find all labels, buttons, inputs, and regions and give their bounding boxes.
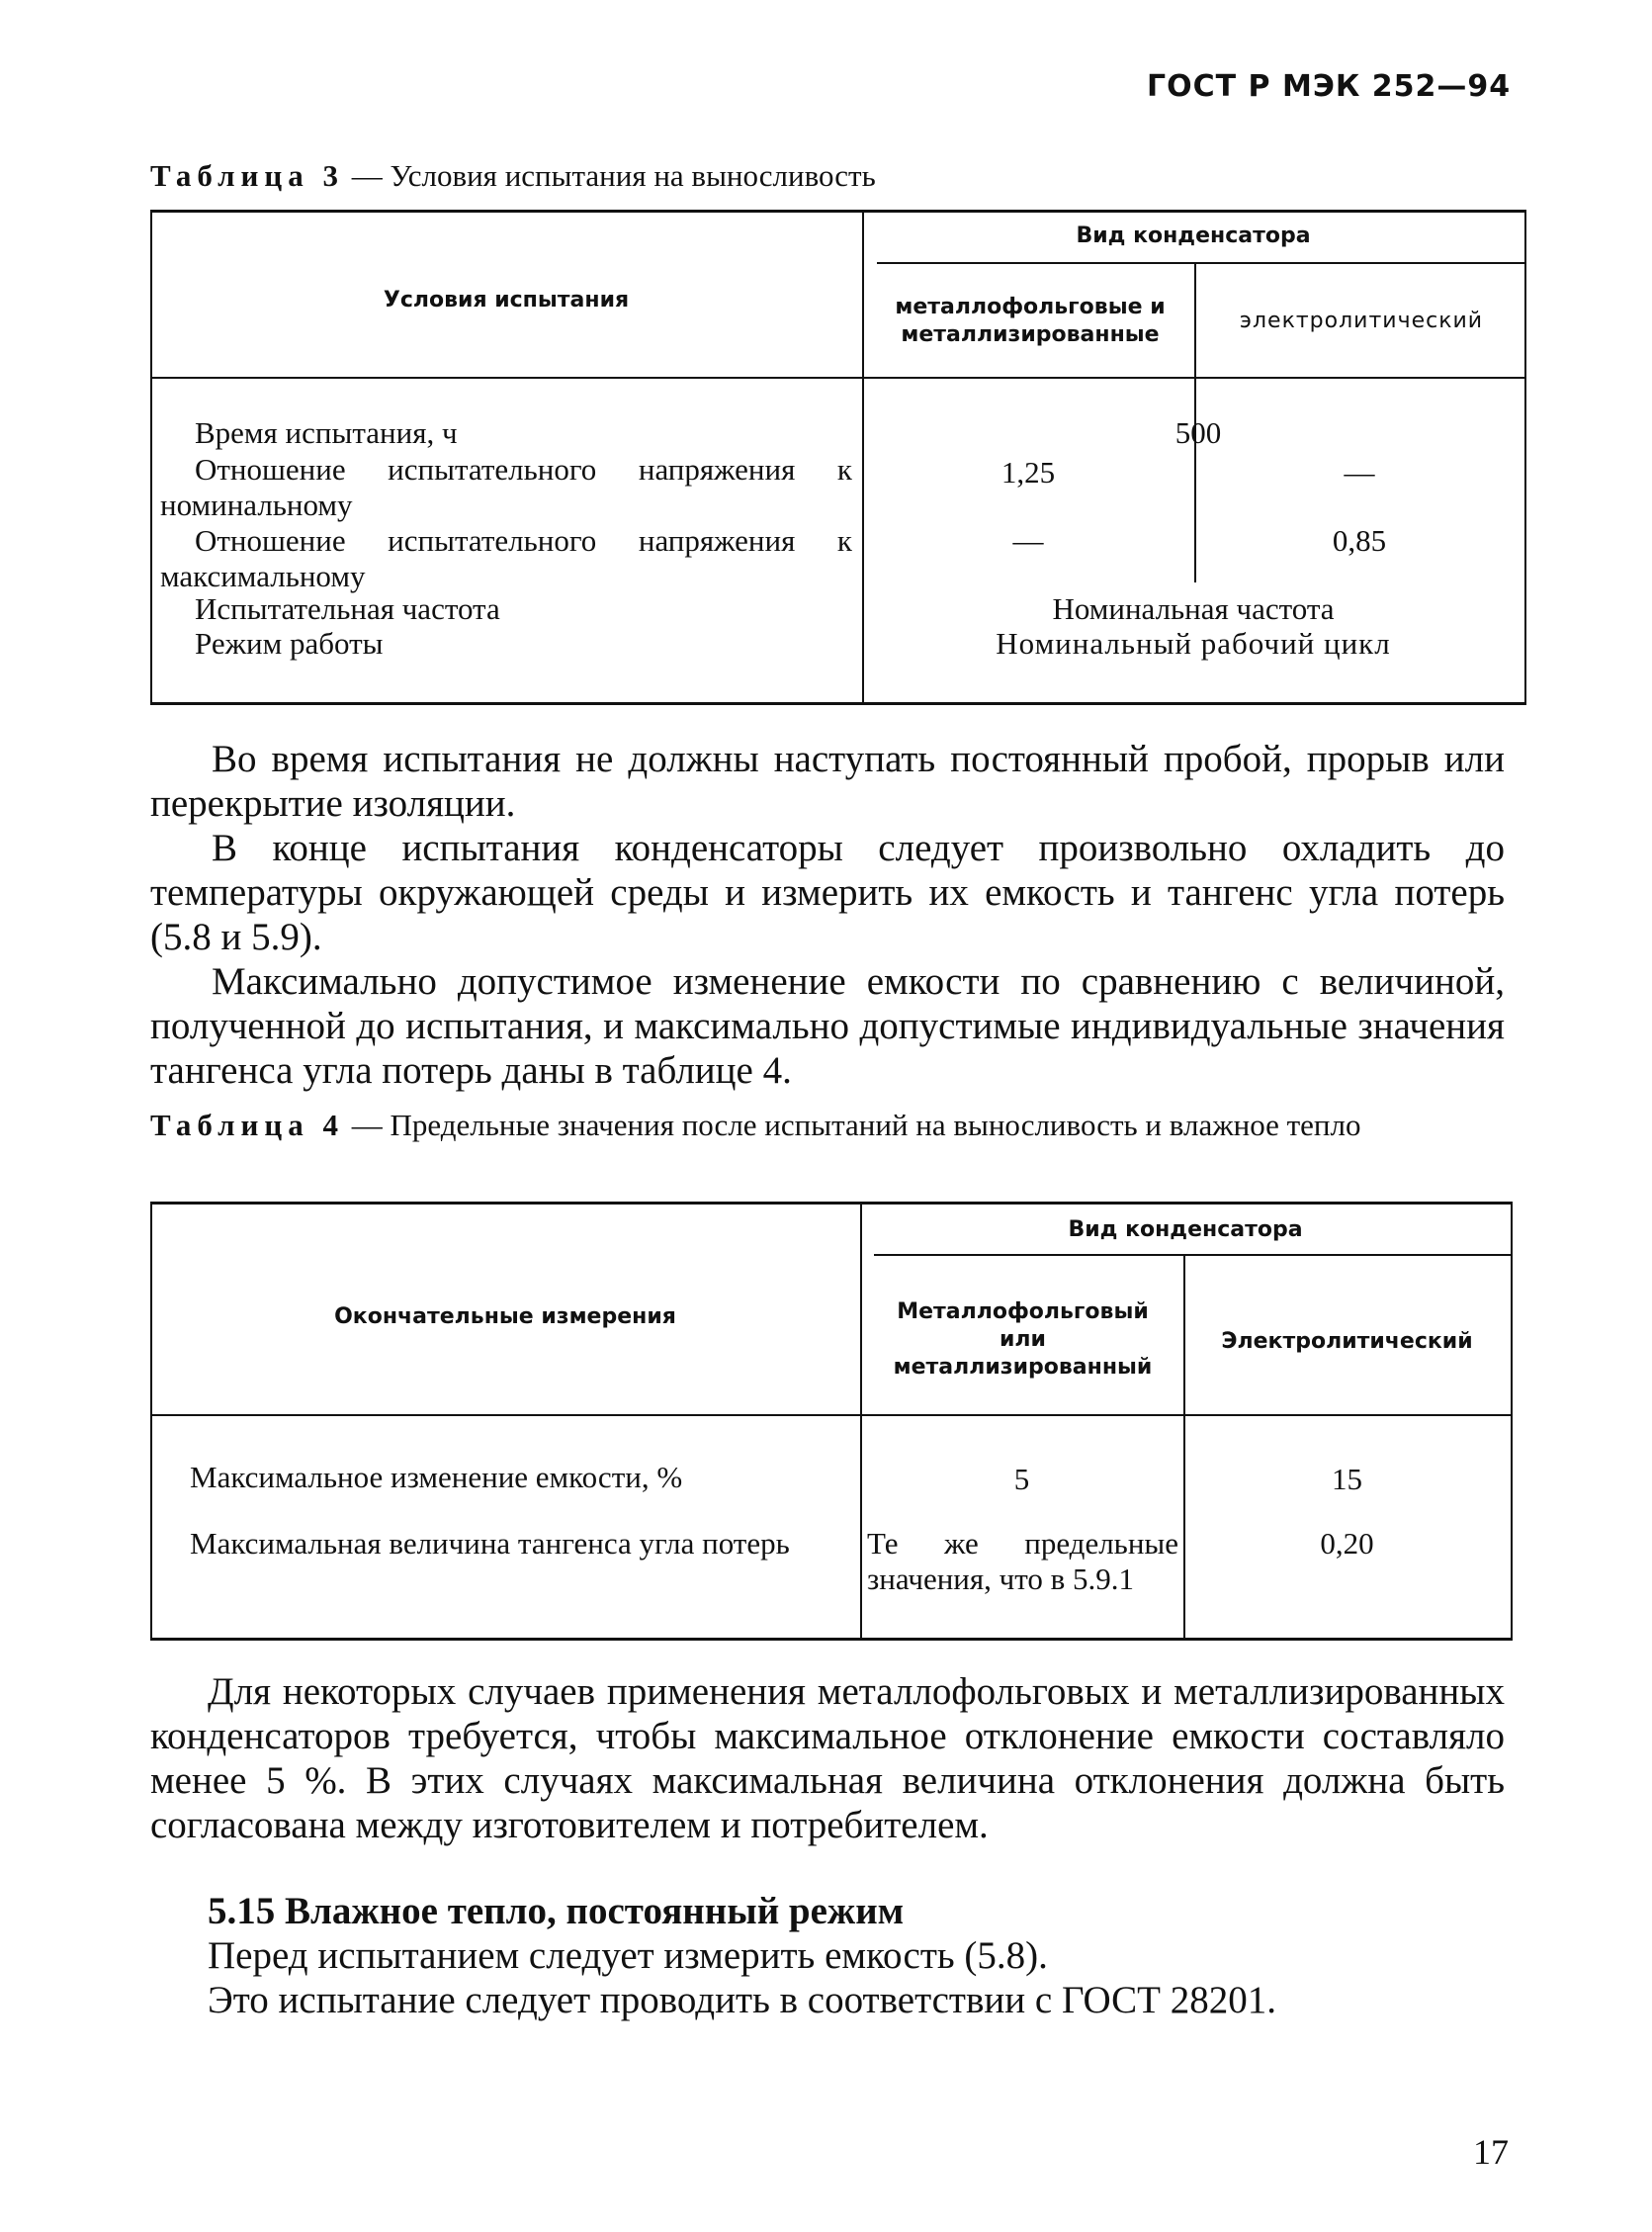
table4	[150, 1202, 1513, 1641]
table3-caption-text: — Условия испытания на выносливость	[344, 158, 876, 193]
paragraph-5: Перед испытанием следует измерить емкость (5.8).	[208, 1934, 1048, 1977]
table3-caption-label: Таблица 3	[150, 158, 344, 193]
table3-header-electro: электролитический	[1239, 309, 1484, 333]
table3-ratio-max-metal: —	[1012, 523, 1044, 558]
section-heading-5-15: 5.15 Влажное тепло, постоянный режим	[208, 1890, 905, 1932]
paragraph-3: Максимально допустимое изменение емкости по сравнению с величиной, полученной до испытания, и максимально допустимые индивидуальные значения тангенса угла потерь даны в таблице 4.	[150, 960, 1505, 1092]
table3-header-group: Вид конденсатора	[1076, 223, 1311, 248]
table3-freq-value: Номинальная частота	[1052, 591, 1335, 626]
paragraph-6: Это испытание следует проводить в соответствии с ГОСТ 28201.	[208, 1979, 1276, 2021]
table3-header-conditions: Условия испытания	[383, 288, 630, 312]
table3-ratio-nom-electro: —	[1344, 455, 1375, 490]
paragraph-4: Для некоторых случаев применения металлофольговых и металлизированных конденсаторов требуется, чтобы максимальное отклонение емкости составляло менее 5 %. В этих случаях максимальная величина отклонения должна быть согласована между изготовителем и потребителем.	[150, 1670, 1505, 1846]
table4-caption	[150, 1106, 1529, 1145]
table3-time-label: Время испытания, ч	[195, 415, 458, 450]
table3-ratio-nom-metal: 1,25	[1000, 455, 1056, 490]
table3-caption	[150, 158, 876, 194]
table4-tan-electro: 0,20	[1320, 1526, 1374, 1561]
table4-header-measure: Окончательные измерения	[334, 1304, 676, 1329]
table3-mode-value: Номинальный рабочий цикл	[996, 626, 1391, 661]
table4-header-metal: Металлофольговый или металлизированный	[893, 1299, 1153, 1380]
paragraph-2: В конце испытания конденсаторы следует произвольно охладить до температуры окружающей среды и измерить их емкость и тангенс угла потерь (5.8 и 5.9).	[150, 827, 1505, 958]
table4-cap-metal: 5	[1013, 1462, 1030, 1496]
table3-ratio-max-label: Отношение испытательного напряжения к максимальному	[160, 523, 852, 593]
table3-time-value: 500	[1174, 415, 1222, 450]
table4-header-electro: Электролитический	[1221, 1329, 1473, 1354]
table3-ratio-max-electro: 0,85	[1332, 523, 1387, 558]
table3-header-metal: металлофольговые и металлизированные	[895, 295, 1166, 347]
page-header: ГОСТ Р МЭК 252—94	[1147, 69, 1512, 104]
paragraph-1: Во время испытания не должны наступать постоянный пробой, прорыв или перекрытие изоляции.	[150, 738, 1505, 825]
table3-freq-label: Испытательная частота	[195, 591, 500, 626]
table4-tan-label: Максимальная величина тангенса угла потерь	[190, 1526, 790, 1561]
table4-header-group: Вид конденсатора	[1068, 1217, 1303, 1242]
table4-cap-label: Максимальное изменение емкости, %	[190, 1460, 683, 1494]
table4-caption-text: — Предельные значения после испытаний на выносливость и влажное тепло	[344, 1108, 1361, 1142]
table4-tan-metal: Те же предельные значения, что в 5.9.1	[867, 1526, 1178, 1596]
table4-caption-label: Таблица 4	[150, 1108, 344, 1142]
page-number: 17	[1473, 2132, 1509, 2172]
table4-cap-electro: 15	[1332, 1462, 1362, 1496]
table3-ratio-nom-label: Отношение испытательного напряжения к номинальному	[160, 452, 852, 522]
table3-mode-label: Режим работы	[195, 626, 384, 661]
table3	[150, 210, 1526, 705]
